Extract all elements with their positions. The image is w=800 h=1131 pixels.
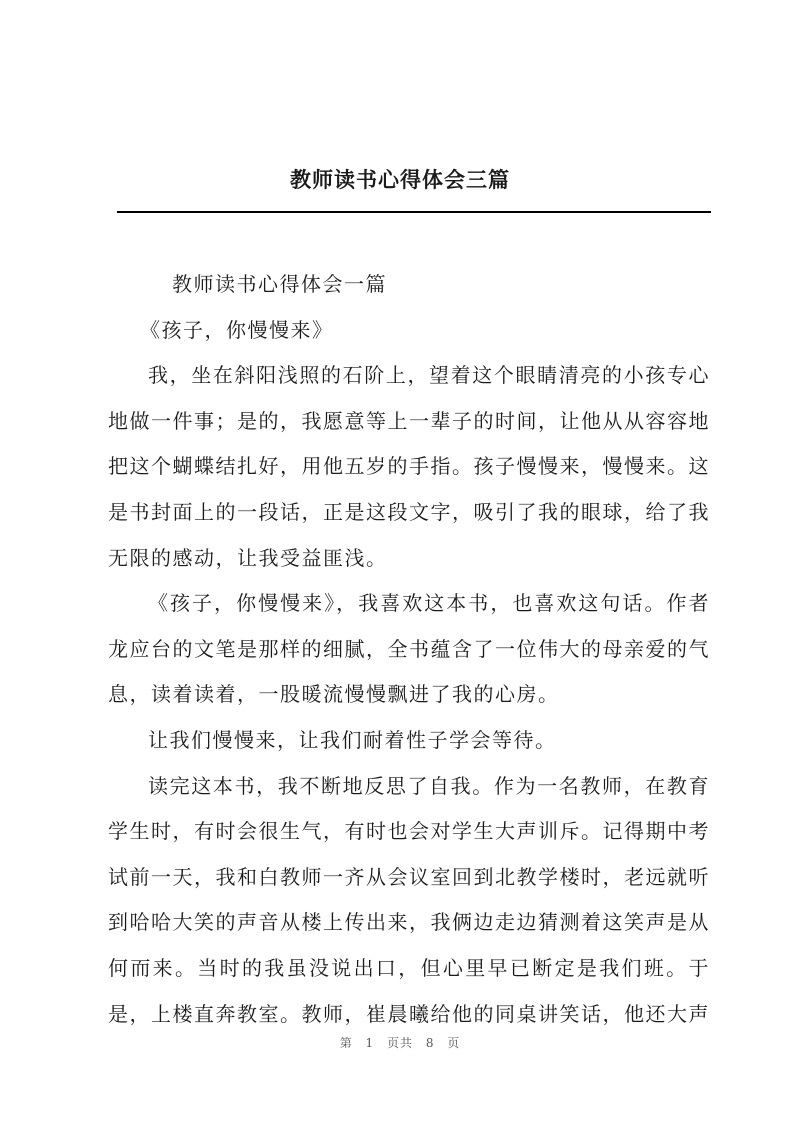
document-body (108, 262, 710, 1037)
book-title-line: 《孩子，你慢慢来》 (140, 317, 334, 342)
page-footer: 第 1 页共 8 页 (339, 1036, 461, 1050)
body-paragraph: 《孩子，你慢慢来》，我喜欢这本书，也喜欢这句话。作者龙应台的文笔是那样的细腻，全书蕴含了一位伟大的母亲爱的气息，读着读着，一股暖流慢慢飘进了我的心房。 (108, 591, 710, 707)
section-heading: 教师读书心得体会一篇 (172, 272, 387, 296)
document-title: 教师读书心得体会三篇 (290, 168, 510, 192)
body-paragraph: 让我们慢慢来，让我们耐着性子学会等待。 (148, 727, 557, 752)
body-paragraph: 读完这本书，我不断地反思了自我。作为一名教师，在教育学生时，有时会很生气，有时也会对学生大声训斥。记得期中考试前一天，我和白教师一齐从会议室回到北教学楼时，老远就听到哈哈大笑的声音从楼上传出来，我俩边走边猜测着这笑声是从何而来。当时的我虽没说出口，但心里早已断定是我们班。于是，上楼直奔教室。教师，崔晨曦给他的同桌讲笑话，他还大声 (108, 773, 710, 1026)
title-underline (117, 211, 711, 213)
body-paragraph: 我，坐在斜阳浅照的石阶上，望着这个眼睛清亮的小孩专心地做一件事；是的，我愿意等上一辈子的时间，让他从从容容地把这个蝴蝶结扎好，用他五岁的手指。孩子慢慢来，慢慢来。这是书封面上的一段话，正是这段文字，吸引了我的眼球，给了我无限的感动，让我受益匪浅。 (108, 363, 710, 570)
